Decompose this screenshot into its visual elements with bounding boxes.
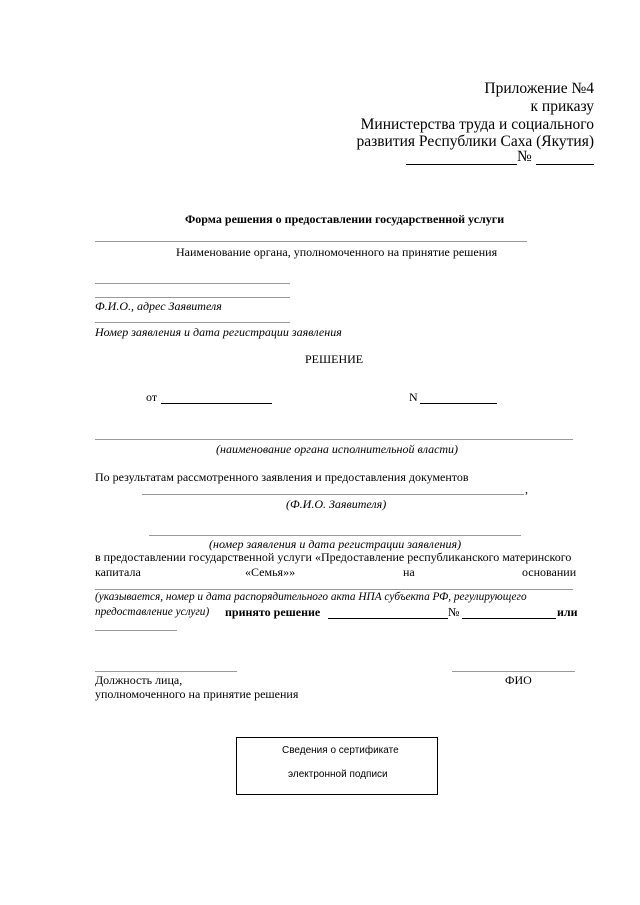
position-line-2: уполномоченного на принятие решения [95,687,299,701]
service-line-2-word-3: на [403,565,415,579]
results-text: По результатам рассмотренного заявления и предоставления документов [95,470,469,484]
applicant-caption: Ф.И.О., адрес Заявителя [95,299,222,313]
application-line [95,322,290,323]
decision-title: РЕШЕНИЕ [305,352,364,366]
fio-line [452,671,575,672]
service-line-1: в предоставлении государственной услуги «Предоставление республиканского материнского [95,550,572,564]
applicant-line-2 [95,297,290,298]
order-date-line [406,164,517,165]
date-prefix: от [146,390,158,404]
order-label: к приказу [530,98,594,115]
applicant-fio-comma: , [525,482,528,496]
certificate-line-1: Сведения о сертификате [282,745,399,756]
decision-made-text: принято решение [225,605,321,619]
fio-label: ФИО [505,673,532,687]
executive-line [95,439,573,440]
decision-number-line [462,618,556,619]
signature-certificate-box [236,737,438,795]
position-line [95,671,237,672]
continuation-line [95,630,177,631]
decision-number-sign: № [448,605,460,619]
order-number-line [536,164,594,165]
order-number-sign: № [517,148,532,165]
or-text: или [557,605,578,619]
authority-caption: Наименование органа, уполномоченного на принятие решения [176,245,498,259]
certificate-line-2: электронной подписи [288,769,388,780]
application-reg-line [149,535,521,536]
ministry-label: Министерства труда и социального [360,116,594,133]
service-line-2-word-1: капитала [95,565,141,579]
application-caption: Номер заявления и дата регистрации заявления [95,325,342,339]
form-title: Форма решения о предоставлении государственной услуги [185,212,505,226]
applicant-line-1 [95,283,290,284]
date-line [161,403,272,404]
executive-caption: (наименование органа исполнительной власти) [216,442,459,456]
position-line-1: Должность лица, [95,673,183,687]
service-line-2-word-4: основании [522,565,577,579]
basis-line [95,589,573,590]
service-line-2-word-2: «Семья»» [245,565,296,579]
republic-label: развития Республики Саха (Якутия) [356,133,594,150]
number-prefix: N [409,390,418,404]
applicant-fio-line [142,494,524,495]
annex-label: Приложение №4 [484,80,594,97]
applicant-fio-caption: (Ф.И.О. Заявителя) [286,497,387,511]
decision-line [328,618,448,619]
application-reg-caption: (номер заявления и дата регистрации заявления) [209,537,462,551]
number-line [420,403,497,404]
authority-line [95,241,527,242]
note-line-1: (указывается, номер и дата распорядительного акта НПА субъекта РФ, регулирующего [95,591,527,603]
note-line-2: предоставление услуги) [95,606,210,618]
